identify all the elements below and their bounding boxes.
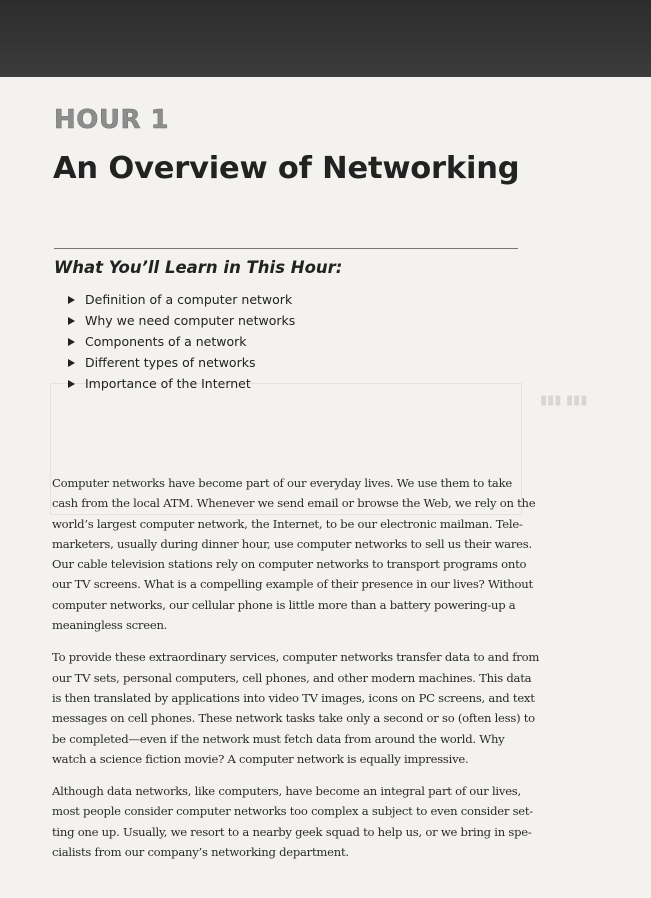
list-item [68,331,295,352]
paragraph [52,473,536,635]
list-item [68,289,295,310]
scanner-top-band [0,0,651,78]
text-line: watch a science fiction movie? A computer network is equally impressive. [52,751,469,766]
book-page [0,77,651,898]
bleed-through-side-note: ▮▮▮ ▮▮▮ [540,393,588,408]
text-line: Computer networks have become part of our everyday lives. We use them to take [52,476,512,490]
learn-list [68,289,295,394]
chapter-title: An Overview of Networking [53,151,520,186]
bullet-triangle-icon [68,338,75,346]
hour-label: HOUR 1 [54,105,170,135]
list-item [68,310,295,331]
list-item-text: Components of a network [85,334,247,349]
text-line: computer networks, our cellular phone is little more than a battery powering-up a [52,597,516,612]
text-line: marketers, usually during dinner hour, use computer networks to sell us their wares. [52,536,532,551]
body-text [52,473,540,874]
text-line: our TV sets, personal computers, cell phones, and other modern machines. This data [52,670,532,685]
list-item [68,352,295,373]
list-item-text: Definition of a computer network [85,292,293,307]
list-item-text: Why we need computer networks [85,313,296,328]
section-rule [54,248,518,249]
text-line: ting one up. Usually, we resort to a nearby geek squad to help us, or we bring in spe- [52,824,532,839]
paragraph [52,781,533,862]
text-line: cash from the local ATM. Whenever we send email or browse the Web, we rely on the [52,496,536,511]
text-line: messages on cell phones. These network tasks take only a second or so (often less) to [52,711,535,726]
paragraph [52,647,540,769]
text-line: Although data networks, like computers, have become an integral part of our lives, [52,784,521,799]
text-line: Our cable television stations rely on computer networks to transport programs onto [52,557,527,572]
text-line: be completed—even if the network must fetch data from around the world. Why [52,731,505,746]
bullet-triangle-icon [68,380,75,388]
bullet-triangle-icon [68,296,75,304]
text-line: is then translated by applications into video TV images, icons on PC screens, and text [52,690,535,705]
list-item-text: Importance of the Internet [85,376,251,391]
learn-heading: What You’ll Learn in This Hour: [54,258,343,277]
list-item-text: Different types of networks [85,355,256,370]
bullet-triangle-icon [68,317,75,325]
text-line: To provide these extraordinary services, computer networks transfer data to and from [52,650,540,665]
text-line: world’s largest computer network, the Internet, to be our electronic mailman. Tele- [52,516,523,531]
text-line: cialists from our company’s networking department. [52,845,349,860]
text-line: most people consider computer networks too complex a subject to even consider set- [52,804,533,819]
list-item [68,373,295,394]
text-line: our TV screens. What is a compelling example of their presence in our lives? Without [52,577,533,592]
text-line: meaningless screen. [52,618,168,633]
bullet-triangle-icon [68,359,75,367]
